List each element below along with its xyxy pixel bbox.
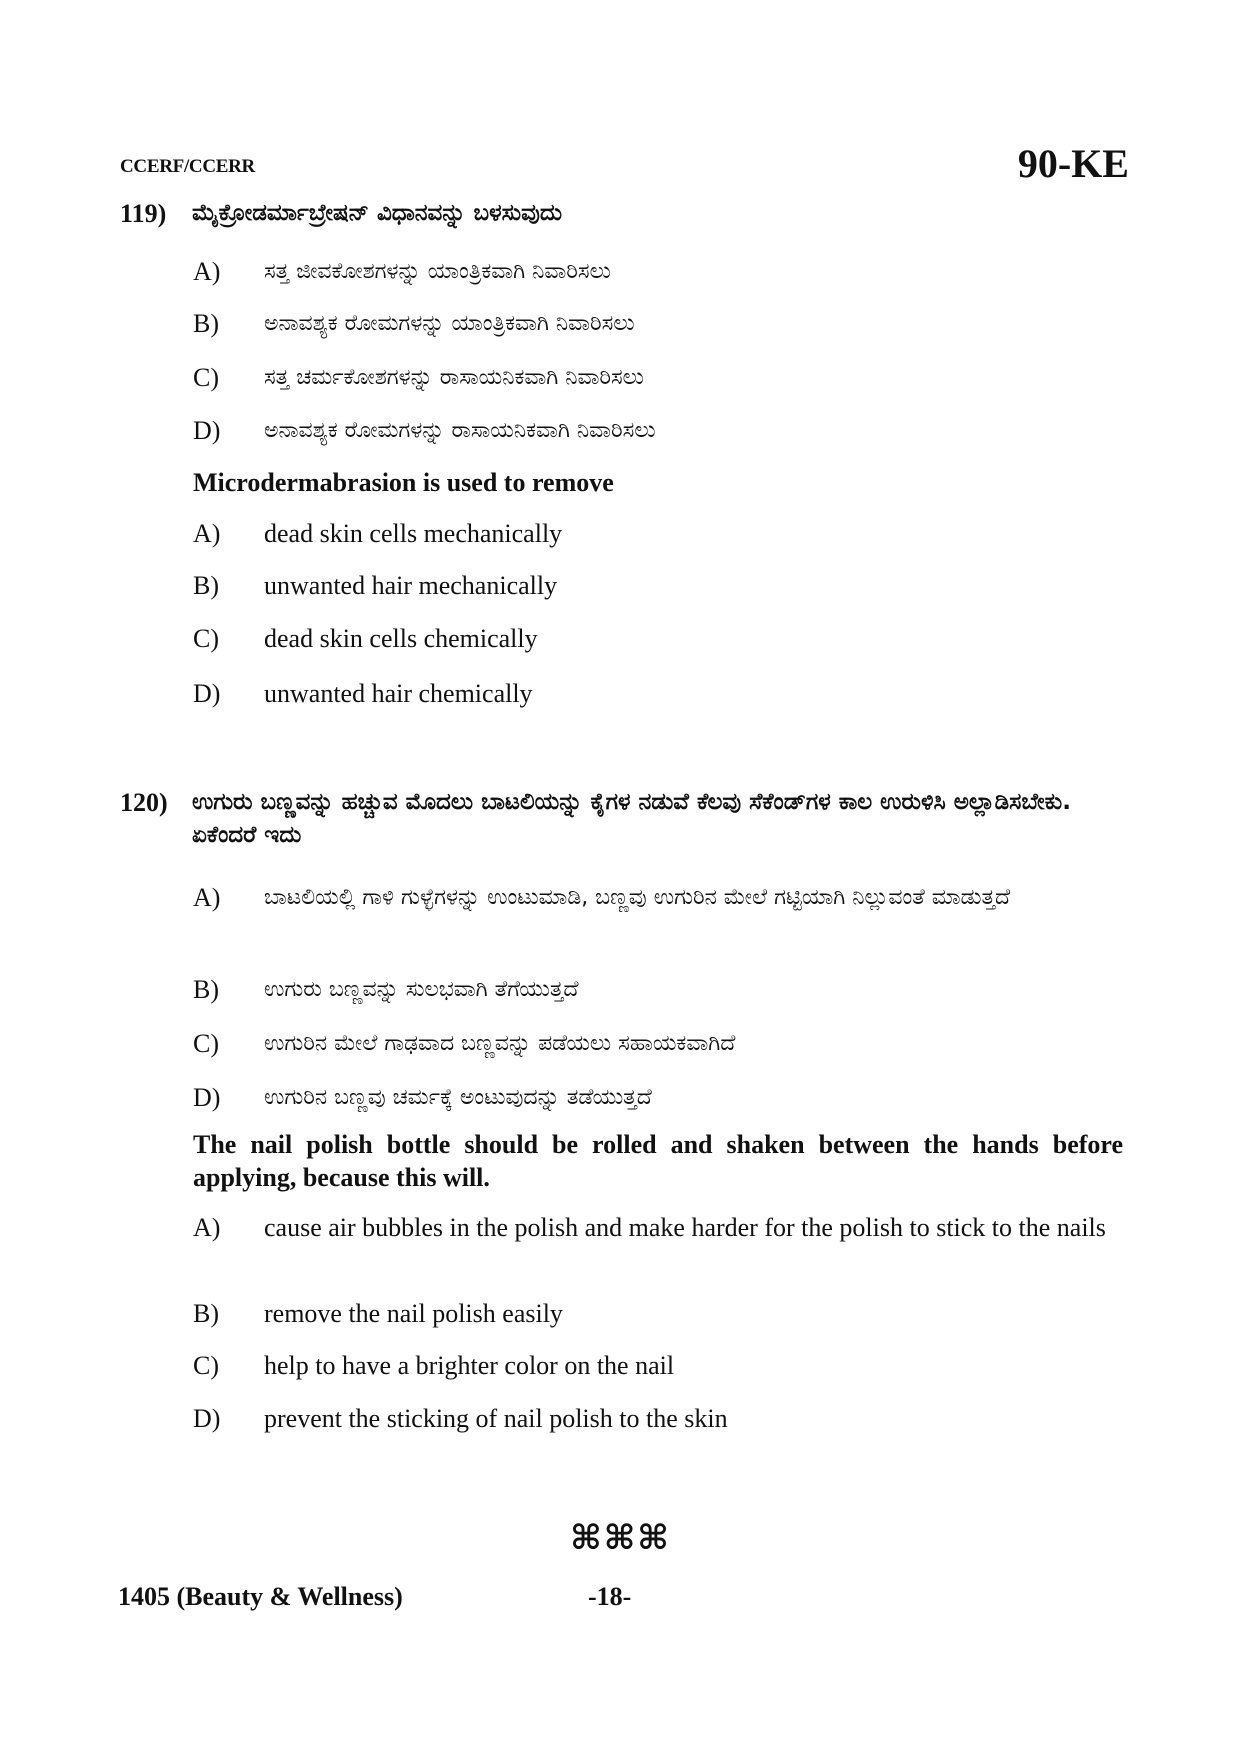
option-english: A) dead skin cells mechanically: [193, 519, 563, 548]
option-english: B) unwanted hair mechanically: [193, 571, 558, 600]
option-kannada: A) ಬಾಟಲಿಯಲ್ಲಿ ಗಾಳಿ ಗುಳ್ಳೆಗಳನ್ನು ಉಂಟುಮಾಡಿ, ಬಣ್ಣವು ಉಗುರಿನ ಮೇಲೆ ಗಟ್ಟಿಯಾಗಿ ನಿಲ್ಲುವಂತೆ ಮಾಡುತ್ತದೆ: [193, 883, 1011, 912]
option-english: D) unwanted hair chemically: [193, 679, 533, 708]
paper-code: CCERF/CCERR: [120, 156, 255, 177]
question-number: 120): [120, 788, 168, 817]
booklet-code: 90-KE: [1017, 141, 1129, 186]
question-text-kannada: ಮೈಕ್ರೋಡರ್ಮಾಬ್ರೇಷನ್ ವಿಧಾನವನ್ನು ಬಳಸುವುದು: [192, 200, 563, 226]
option-english: C) help to have a brighter color on the nail: [193, 1351, 675, 1380]
option-kannada: D) ಉಗುರಿನ ಬಣ್ಣವು ಚರ್ಮಕ್ಕೆ ಅಂಟುವುದನ್ನು ತಡೆಯುತ್ತದೆ: [193, 1083, 652, 1112]
option-kannada: A) ಸತ್ತ ಜೀವಕೋಶಗಳನ್ನು ಯಾಂತ್ರಿಕವಾಗಿ ನಿವಾರಿಸಲು: [193, 257, 611, 286]
question-119-kannada: [120, 197, 1122, 230]
option-english: C) dead skin cells chemically: [193, 624, 538, 653]
page-number: -18-: [588, 1582, 632, 1611]
option-kannada: C) ಉಗುರಿನ ಮೇಲೆ ಗಾಢವಾದ ಬಣ್ಣವನ್ನು ಪಡೆಯಲು ಸಹಾಯಕವಾಗಿದೆ: [193, 1029, 736, 1058]
option-kannada: B) ಅನಾವಶ್ಯಕ ರೋಮಗಳನ್ನು ಯಾಂತ್ರಿಕವಾಗಿ ನಿವಾರಿಸಲು: [193, 309, 635, 338]
question-120-kannada: [120, 786, 1122, 852]
question-text-english: Microdermabrasion is used to remove: [193, 468, 614, 497]
option-english: D) prevent the sticking of nail polish to the skin: [193, 1404, 728, 1433]
question-text-english: The nail polish bottle should be rolled and shaken between the hands before applying, because this will.: [193, 1130, 1123, 1192]
option-english: B) remove the nail polish easily: [193, 1299, 563, 1328]
option-kannada: C) ಸತ್ತ ಚರ್ಮಕೋಶಗಳನ್ನು ರಾಸಾಯನಿಕವಾಗಿ ನಿವಾರಿಸಲು: [193, 363, 644, 392]
question-text-kannada: ಉಗುರು ಬಣ್ಣವನ್ನು ಹಚ್ಚುವ ಮೊದಲು ಬಾಟಲಿಯನ್ನು ಕೈಗಳ ನಡುವೆ ಕೆಲವು ಸೆಕೆಂಡ್‌ಗಳ ಕಾಲ ಉರುಳಿಸಿ ಅಲ್ಲಾಡಿಸಬೇಕು. ಏಕೆಂದರೆ ಇದು: [192, 789, 1071, 848]
option-english: A) cause air bubbles in the polish and make harder for the polish to stick to the nails: [193, 1213, 1106, 1242]
footer-subject: 1405 (Beauty & Wellness): [118, 1582, 403, 1611]
option-kannada: D) ಅನಾವಶ್ಯಕ ರೋಮಗಳನ್ನು ರಾಸಾಯನಿಕವಾಗಿ ನಿವಾರಿಸಲು: [193, 416, 656, 445]
option-kannada: B) ಉಗುರು ಬಣ್ಣವನ್ನು ಸುಲಭವಾಗಿ ತೆಗೆಯುತ್ತದೆ: [193, 975, 579, 1004]
end-separator: ⌘⌘⌘: [570, 1518, 671, 1558]
question-number: 119): [120, 199, 167, 228]
